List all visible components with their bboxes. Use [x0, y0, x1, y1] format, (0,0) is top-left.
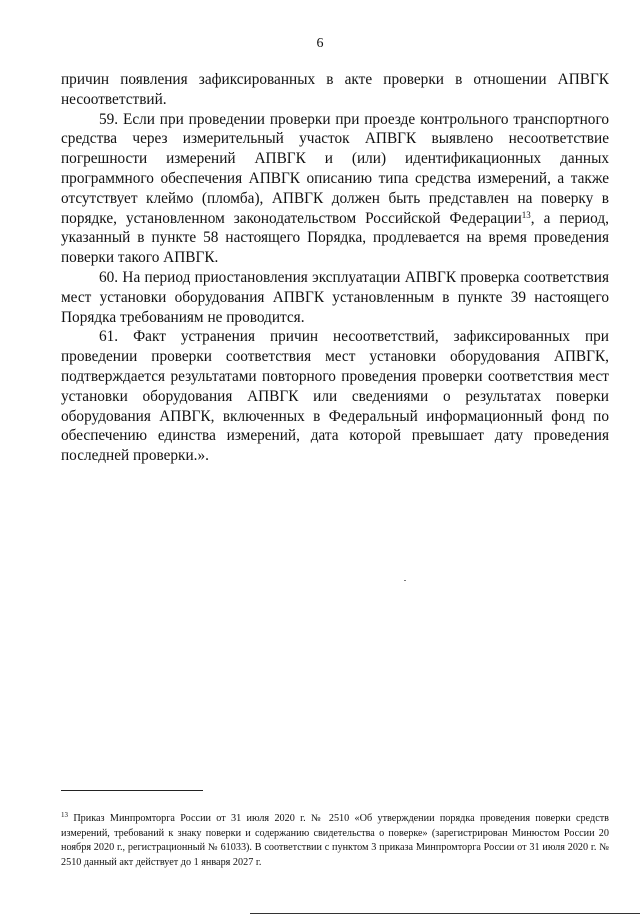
footnote-separator: [61, 790, 203, 791]
paragraph-60: 60. На период приостановления эксплуатации АПВГК проверка соответствия мест установки оборудования АПВГК установленным в пункте 39 настоящего Порядка требованиям не проводится.: [61, 268, 609, 326]
scan-speck: [404, 580, 406, 581]
paragraph-59-text: 59. Если при проведении проверки при проезде контрольного транспортного средства через измерительный участок АПВГК выявлено несоответствие погрешности измерений АПВГК и (или) идентификационных данных программного обеспечения АПВГК описанию типа средства измерений, а также отсутствует клеймо (пломба), АПВГК должен быть представлен на поверку в порядке, установленном законодательством Российской Федерации: [61, 110, 609, 227]
paragraph-59-text-end: , а период, указанный в пункте 58 настоящего Порядка, продлевается на время проведения поверки такого АПВГК.: [61, 209, 609, 267]
paragraph-59: [61, 110, 609, 268]
paragraph-continuation: причин появления зафиксированных в акте проверки в отношении АПВГК несоответствий.: [61, 71, 609, 108]
footnote-text: Приказ Минпромторга России от 31 июля 2020 г. № 2510 «Об утверждении порядка проведения поверки средств измерений, требований к знаку поверки и содержанию свидетельства о поверке» (зарегистрирован Минюстом России 20 ноября 2020 г., регистрационный № 61033). В соответствии с пунктом 3 приказа Минпромторга России от 31 июля 2020 г. № 2510 данный акт действует до 1 января 2027 г.: [61, 813, 609, 868]
document-body: [61, 70, 609, 466]
footnote-marker: 13: [61, 811, 68, 819]
footnote: [61, 812, 609, 870]
paragraph-61: 61. Факт устранения причин несоответствий, зафиксированных при проведении проверки соответствия мест установки оборудования АПВГК, подтверждается результатами повторного проведения проверки соответствия мест установки оборудования АПВГК или сведениями о результатах поверки оборудования АПВГК, включенных в Федеральный информационный фонд по обеспечению единства измерений, дата которой превышает дату проведения последней проверки.».: [61, 328, 609, 465]
scan-edge-line: [250, 913, 640, 914]
footnote-reference: 13: [521, 209, 531, 220]
page-number: 6: [316, 36, 324, 51]
